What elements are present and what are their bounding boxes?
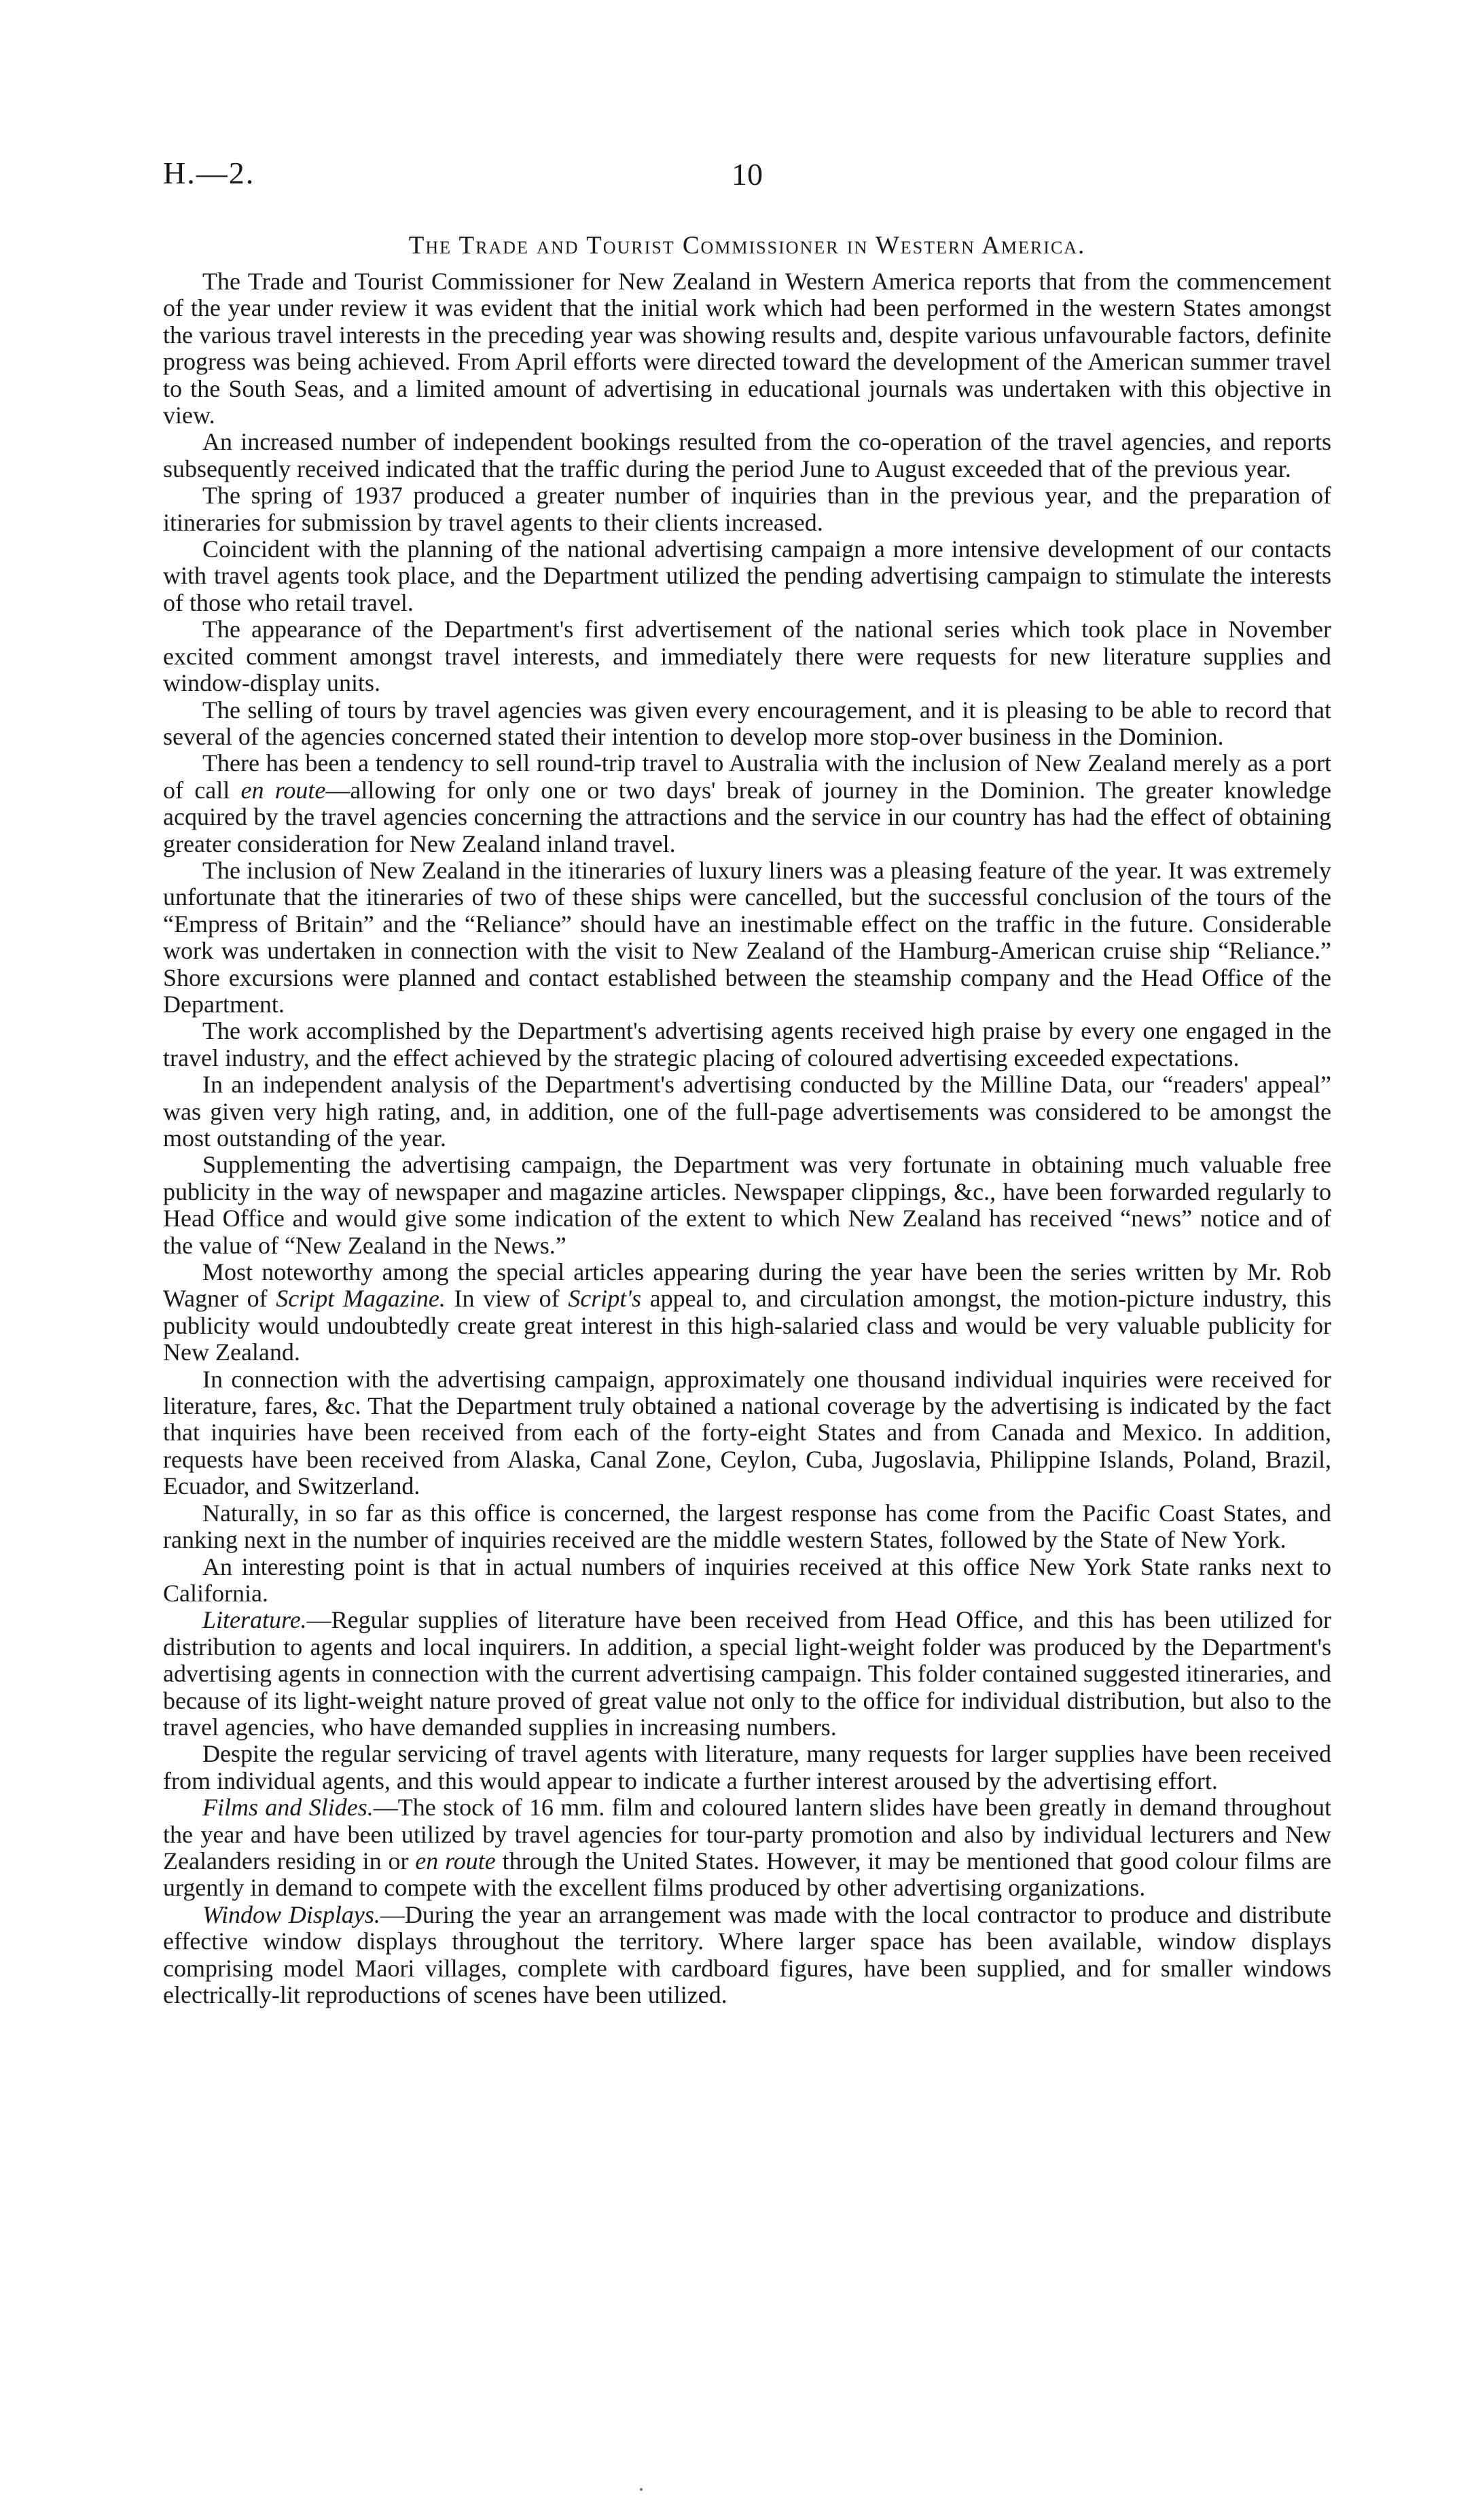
paragraph-spring-1937 [163, 482, 1331, 536]
paragraph-text: Most noteworthy among the special articles appearing during the year have been the series written by Mr. Rob Wagner of [163, 1258, 1331, 1313]
paragraph-text: Naturally, in so far as this office is concerned, the largest response has come from the Pacific Coast States, and ranking next in the number of inquiries received are the middle western States, followed by the State of New York. [163, 1499, 1331, 1554]
italic-phrase: Script's [568, 1285, 641, 1313]
paragraph-text: —During the year an arrangement was made with the local contractor to produce and distribute effective window displays throughout the territory. Where larger space has been available, window displays comprising model Maori villages, complete with cardboard figures, have been supplied, and for smaller windows electrically-lit reproductions of scenes have been utilized. [163, 1900, 1331, 2008]
paragraph-text: The spring of 1937 produced a greater number of inquiries than in the previous year, and the preparation of itineraries for submission by travel agents to their clients increased. [163, 482, 1331, 536]
stray-ink-mark [640, 2488, 643, 2491]
paragraph-literature [163, 1607, 1331, 1741]
paragraph-text: The inclusion of New Zealand in the itineraries of luxury liners was a pleasing feature of the year. It was extremely unfortunate that the itineraries of two of these ships were cancelled, but the successful conclusion of the tours of the “Empress of Britain” and the “Reliance” should have an inestimable effect on the traffic in the future. Considerable work was undertaken in connection with the visit to New Zealand of the Hamburg-American cruise ship “Reliance.” Shore excursions were planned and contact established between the steamship company and the Head Office of the Department. [163, 856, 1331, 1018]
paragraph-selling-tours [163, 697, 1331, 751]
paragraph-text: In an independent analysis of the Department's advertising conducted by the Milline Data, our “readers' appeal” was given very high rating, and, in addition, one of the full-page advertisements was considered to be amongst the most outstanding of the year. [163, 1071, 1331, 1152]
section-heading: The Trade and Tourist Commissioner in Western America. [408, 232, 1086, 260]
paragraph-text: The appearance of the Department's first advertisement of the national series which took place in November excited comment amongst travel interests, and immediately there were requests for new literature supplies and window-display units. [163, 616, 1331, 697]
paragraph-free-publicity [163, 1152, 1331, 1259]
paragraph-first-advertisement [163, 616, 1331, 696]
paragraph-text: —The stock of 16 mm. film and coloured lantern slides have been greatly in demand throughout the year and have been utilized by travel agencies for tour-party promotion and also by individual lecturers and New Zealanders residing in or [163, 1794, 1331, 1875]
paragraph-round-trip-travel [163, 750, 1331, 857]
paragraph-text: The Trade and Tourist Commissioner for New Zealand in Western America reports that from the commencement of the year under review it was evident that the initial work which had been performed in the western States amongst the various travel interests in the preceding year was showing results and, despite various unfavourable factors, definite progress was being achieved. From April efforts were directed toward the development of the American summer travel to the South Seas, and a limited amount of advertising in educational journals was undertaken with this objective in view. [163, 268, 1331, 429]
paragraph-larger-supplies [163, 1741, 1331, 1794]
paragraph-text: The selling of tours by travel agencies was given every encouragement, and it is pleasing to be able to record that several of the agencies concerned stated their intention to develop more stop-over business in the Dominion. [163, 696, 1331, 750]
paragraph-text: through the United States. However, it may be mentioned that good colour films are urgently in demand to compete with the excellent films produced by other advertising organizations. [163, 1847, 1332, 1902]
side-heading-window-displays: Window Displays. [202, 1900, 380, 1928]
paragraph-films-and-slides [163, 1794, 1331, 1902]
paragraph-commencement [163, 268, 1331, 429]
paragraph-milline-analysis [163, 1071, 1331, 1152]
paragraph-special-articles [163, 1259, 1331, 1366]
page-number: 10 [732, 157, 763, 192]
paragraph-pacific-coast [163, 1500, 1331, 1554]
paragraph-advertising-agents [163, 1018, 1331, 1071]
italic-phrase: Script Magazine. [276, 1285, 446, 1313]
paragraph-text: —allowing for only one or two days' break of journey in the Dominion. The greater knowledge acquired by the travel agencies concerning the attractions and the service in our country has had the effect of obtaining greater consideration for New Zealand inland travel. [163, 776, 1331, 857]
paragraph-individual-inquiries [163, 1366, 1331, 1500]
paragraph-text: —Regular supplies of literature have been received from Head Office, and this has been utilized for distribution to agents and local inquirers. In addition, a special light-weight folder was produced by the Department's advertising agents in connection with the current advertising campaign. This folder contained suggested itineraries, and because of its light-weight nature proved of great value not only to the office for individual distribution, but also to the travel agencies, who have demanded supplies in increasing numbers. [163, 1606, 1331, 1741]
paragraph-new-york-state [163, 1554, 1331, 1608]
paragraph-text: Coincident with the planning of the national advertising campaign a more intensive development of our contacts with travel agents took place, and the Department utilized the pending advertising campaign to stimulate the interests of those who retail travel. [163, 535, 1331, 616]
paragraph-text: In view of [445, 1285, 569, 1313]
paragraph-text: In connection with the advertising campaign, approximately one thousand individual inquiries were received for literature, fares, &c. That the Department truly obtained a national coverage by the advertising is indicated by the fact that inquiries have been received from each of the forty-eight States and from Canada and Mexico. In addition, requests have been received from Alaska, Canal Zone, Ceylon, Cuba, Jugoslavia, Philippine Islands, Poland, Brazil, Ecuador, and Switzerland. [163, 1365, 1331, 1500]
side-heading-literature: Literature. [202, 1606, 307, 1634]
paragraph-text: appeal to, and circulation amongst, the motion-picture industry, this publicity would undoubtedly create great interest in this high-salaried class and would be very valuable publicity for New Zealand. [163, 1285, 1331, 1366]
body-text [163, 268, 1331, 2008]
paragraph-text: Despite the regular servicing of travel agents with literature, many requests for larger supplies have been received from individual agents, and this would appear to indicate a further interest aroused by the advertising effort. [163, 1740, 1331, 1794]
paragraph-national-campaign [163, 536, 1331, 616]
running-head: H.—2. [163, 156, 255, 190]
paragraph-text: There has been a tendency to sell round-trip travel to Australia with the inclusion of New Zealand merely as a port of call [163, 749, 1331, 804]
paragraph-independent-bookings [163, 429, 1331, 482]
italic-phrase: en route [415, 1847, 496, 1875]
paragraph-luxury-liners [163, 857, 1331, 1018]
paragraph-text: The work accomplished by the Department's advertising agents received high praise by every one engaged in the travel industry, and the effect achieved by the strategic placing of coloured advertising exceeded expectations. [163, 1017, 1331, 1071]
paragraph-text: Supplementing the advertising campaign, the Department was very fortunate in obtaining much valuable free publicity in the way of newspaper and magazine articles. Newspaper clippings, &c., have been forwarded regularly to Head Office and would give some indication of the extent to which New Zealand has received “news” notice and of the value of “New Zealand in the News.” [163, 1151, 1331, 1259]
paragraph-window-displays [163, 1902, 1331, 2009]
italic-phrase: en route [240, 776, 326, 804]
paragraph-text: An increased number of independent bookings resulted from the co-operation of the travel agencies, and reports subsequently received indicated that the traffic during the period June to August exceeded that of the previous year. [163, 428, 1331, 482]
paragraph-text: An interesting point is that in actual numbers of inquiries received at this office New York State ranks next to California. [163, 1552, 1331, 1607]
side-heading-films-and-slides: Films and Slides. [202, 1794, 374, 1822]
